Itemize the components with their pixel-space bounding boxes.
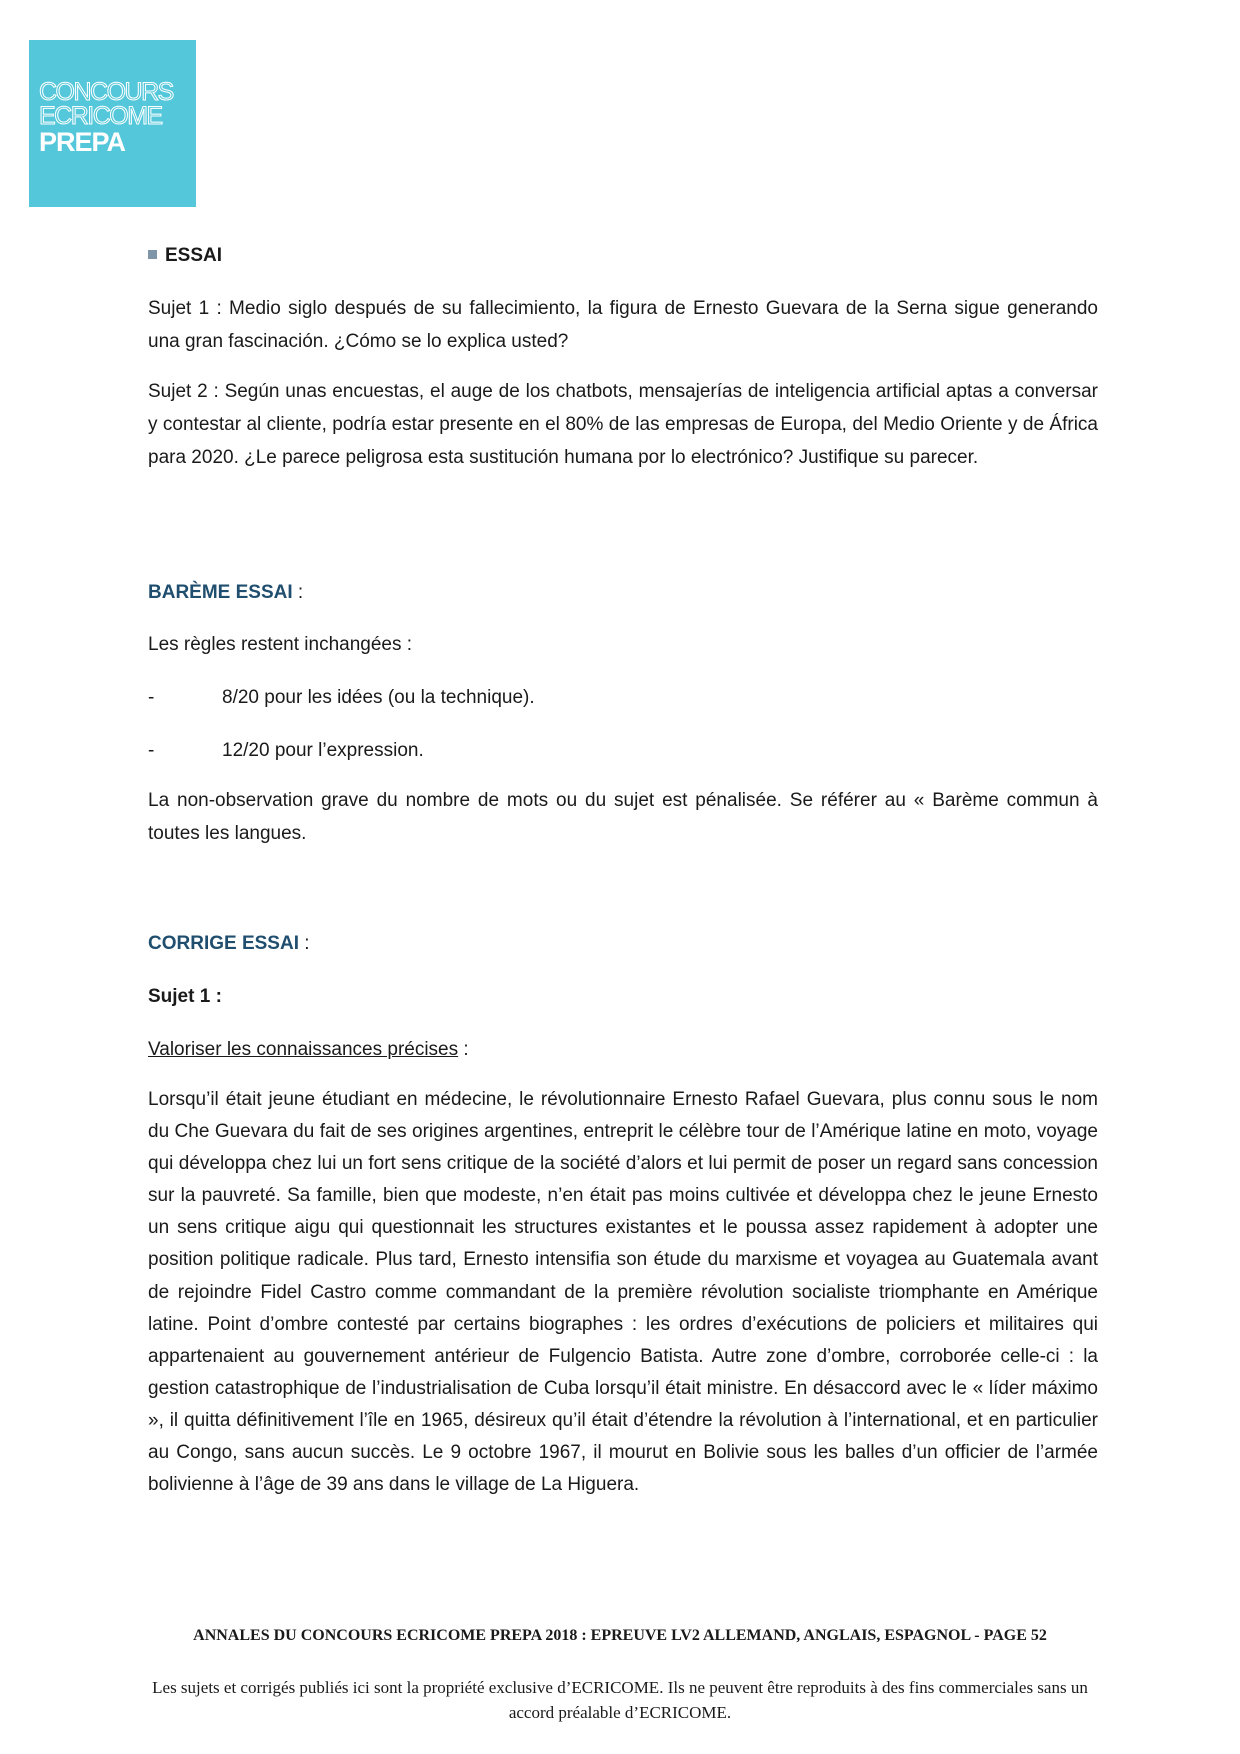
square-bullet-icon [148,250,157,259]
footer-title: ANNALES DU CONCOURS ECRICOME PREPA 2018 : EPREUVE LV2 ALLEMAND, ANGLAIS, ESPAGNOL - PAGE 52 [193,1627,1047,1644]
bareme-intro: Les règles restent inchangées : [148,634,413,655]
corrige-sujet-label: Sujet 1 : [148,986,222,1007]
valoriser-heading: Valoriser les connaissances précises : [148,1039,469,1060]
corrige-title: CORRIGE ESSAI : [148,933,310,954]
logo-line-ecricome: ECRICOME [39,102,162,130]
sujet-2-text: Sujet 2 : Según unas encuestas, el auge de los chatbots, mensajerías de inteligencia artificial aptas a conversar y contestar al cliente, podría estar presente en el 80% de las empresas de Europa, del Medio Oriente y de África para 2020. ¿Le parece peligrosa esta sustitución humana por lo electrónico? Justifique su parecer. [148,381,1098,468]
sujet-1-text: Sujet 1 : Medio siglo después de su fallecimiento, la figura de Ernesto Guevara de la Serna sigue generando una gran fascinación. ¿Cómo se lo explica usted? [148,298,1098,352]
corrige-paragraph: Lorsqu’il était jeune étudiant en médecine, le révolutionnaire Ernesto Rafael Guevara, plus connu sous le nom du Che Guevara du fait de ses origines argentines, entreprit le célèbre tour de l’Amérique latine en moto, voyage qui développa chez lui un fort sens critique de la société d’alors et lui permit de poser un regard sans concession sur la pauvreté. Sa famille, bien que modeste, n’en était pas moins cultivée et développa chez le jeune Ernesto un sens critique aigu qui questionnait les structures existantes et le poussa assez rapidement à adopter une position politique radicale. Plus tard, Ernesto intensifia son étude du marxisme et voyagea au Guatemala avant de rejoindre Fidel Castro comme commandant de la première révolution socialiste triomphante en Amérique latine. Point d’ombre contesté par certains biographes : les ordres d’exécutions de policiers et militaires qui appartenaient au gouvernement antérieur de Fulgencio Batista. Autre zone d’ombre, corroborée celle-ci : la gestion catastrophique de l’industrialisation de Cuba lorsqu’il était ministre. En désaccord avec le « líder máximo », il quitta définitivement l’île en 1965, désireux qu’il était d’étendre la révolution à l’international, et en particulier au Congo, sans aucun succès. Le 9 octobre 1967, il mourut en Bolivie sous les balles d’un officier de l’armée bolivienne à l’âge de 39 ans dans le village de La Higuera. [148,1089,1098,1496]
bareme-item: - 8/20 pour les idées (ou la technique). [148,687,535,708]
essai-heading: ESSAI [148,243,222,269]
bareme-item: - 12/20 pour l’expression. [148,740,424,761]
logo-line-prepa: PREPA [39,127,126,157]
ecricome-logo [29,40,196,207]
bareme-note: La non-observation grave du nombre de mots ou du sujet est pénalisée. Se référer au « Barème commun à toutes les langues. [148,790,1098,844]
footer-notice: Les sujets et corrigés publiés ici sont la propriété exclusive d’ECRICOME. Ils ne peuvent être reproduits à des fins commerciales sans un accord préalable d’ECRICOME. [152,1678,1088,1722]
bareme-title: BARÈME ESSAI : [148,582,304,603]
logo-line-concours: CONCOURS [39,78,173,106]
